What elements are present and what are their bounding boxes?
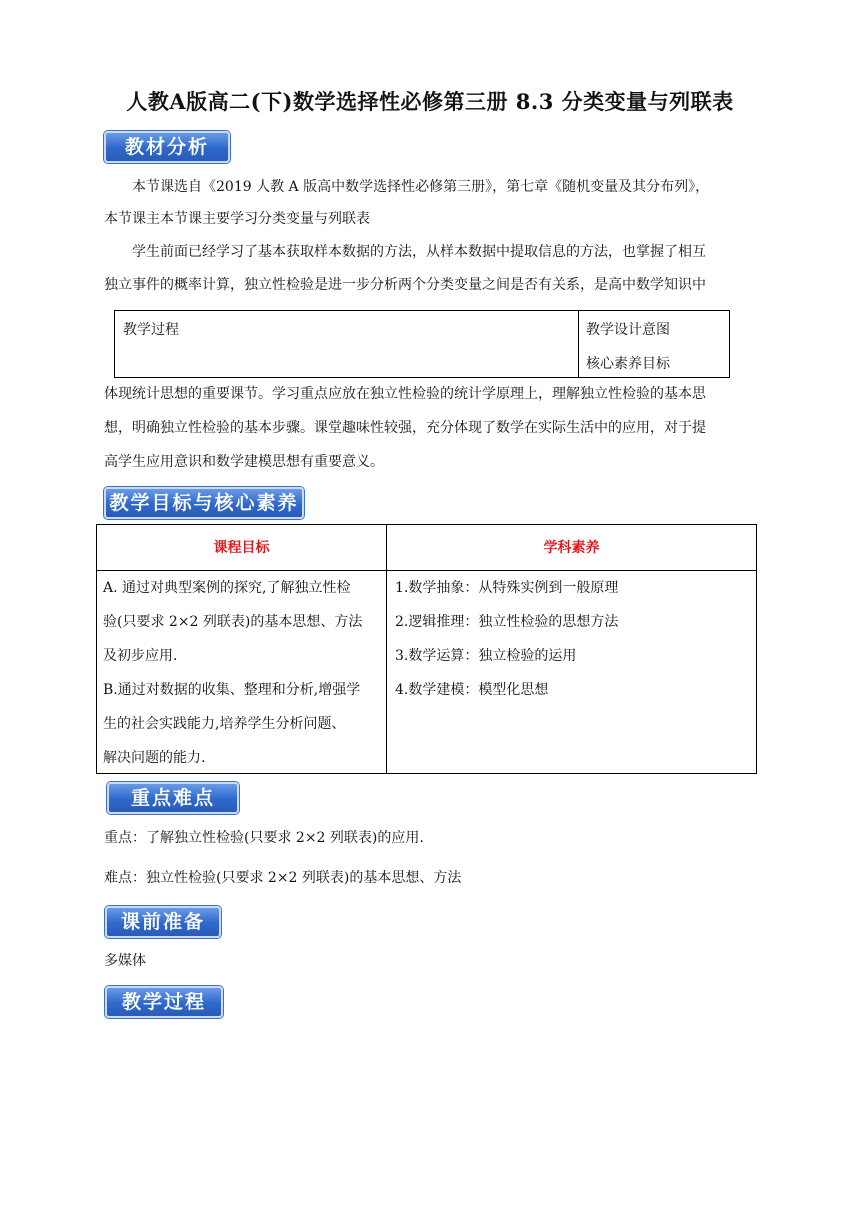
analysis-paragraph-1-line-1: 本节课选自《2019 人教 A 版高中数学选择性必修第三册》，第七章《随机变量及其分布列》，: [132, 179, 710, 195]
analysis-paragraph-3-line-1: 体现统计思想的重要课节。学习重点应放在独立性检验的统计学原理上，理解独立性检验的基本思: [104, 386, 706, 402]
analysis-paragraph-3-line-3: 高学生应用意识和数学建模思想有重要意义。: [104, 454, 384, 470]
teaching-process-table: [114, 310, 730, 378]
analysis-paragraph-3-line-2: 想，明确独立性检验的基本步骤。课堂趣味性较强，充分体现了数学在实际生活中的应用，对于提: [104, 420, 706, 436]
analysis-paragraph-2-line-1: 学生前面已经学习了基本获取样本数据的方法，从样本数据中提取信息的方法，也掌握了相互: [132, 244, 706, 260]
preparation-text: 多媒体: [104, 953, 146, 969]
course-goal-line: 解决问题的能力.: [103, 750, 206, 766]
literacy-item: 3.数学运算：独立检验的运用: [395, 648, 577, 664]
section-badge-preparation: 课前准备: [105, 906, 221, 938]
section-badge-process: 教学过程: [105, 986, 223, 1018]
process-table-left-label: 教学过程: [123, 322, 179, 338]
document-title: 人教A版高二(下)数学选择性必修第三册 8.3 分类变量与列联表: [126, 89, 734, 114]
difficulty-text: 难点：独立性检验(只要求 2×2 列联表)的基本思想、方法: [104, 870, 462, 886]
analysis-paragraph-1-line-2: 本节课主本节课主要学习分类变量与列联表: [104, 211, 370, 227]
goals-table-column-rule: [386, 525, 387, 773]
process-table-core-literacy: 核心素养目标: [586, 356, 670, 372]
key-point-text: 重点：了解独立性检验(只要求 2×2 列联表)的应用.: [104, 830, 424, 846]
course-goal-line: 验(只要求 2×2 列联表)的基本思想、方法: [103, 614, 363, 630]
course-goal-line: A. 通过对典型案例的探究,了解独立性检: [103, 580, 351, 596]
section-badge-analysis: 教材分析: [104, 131, 230, 163]
section-badge-key-points: 重点难点: [107, 782, 239, 814]
literacy-item: 4.数学建模：模型化思想: [395, 682, 549, 698]
course-goal-line: B.通过对数据的收集、整理和分析,增强学: [103, 682, 361, 698]
goals-header-literacy: 学科素养: [543, 540, 600, 556]
section-badge-goals: 教学目标与核心素养: [104, 487, 304, 519]
process-table-design-intent: 教学设计意图: [586, 322, 670, 338]
literacy-item: 1.数学抽象：从特殊实例到一般原理: [395, 580, 619, 596]
course-goal-line: 及初步应用.: [103, 648, 178, 664]
goals-table: [96, 524, 757, 774]
process-table-left-cell: [115, 311, 579, 377]
analysis-paragraph-2-line-2: 独立事件的概率计算，独立性检验是进一步分析两个分类变量之间是否有关系，是高中数学知识中: [104, 277, 706, 293]
goals-header-course: 课程目标: [213, 540, 270, 556]
course-goal-line: 生的社会实践能力,培养学生分析问题、: [103, 716, 346, 732]
literacy-item: 2.逻辑推理：独立性检验的思想方法: [395, 614, 619, 630]
